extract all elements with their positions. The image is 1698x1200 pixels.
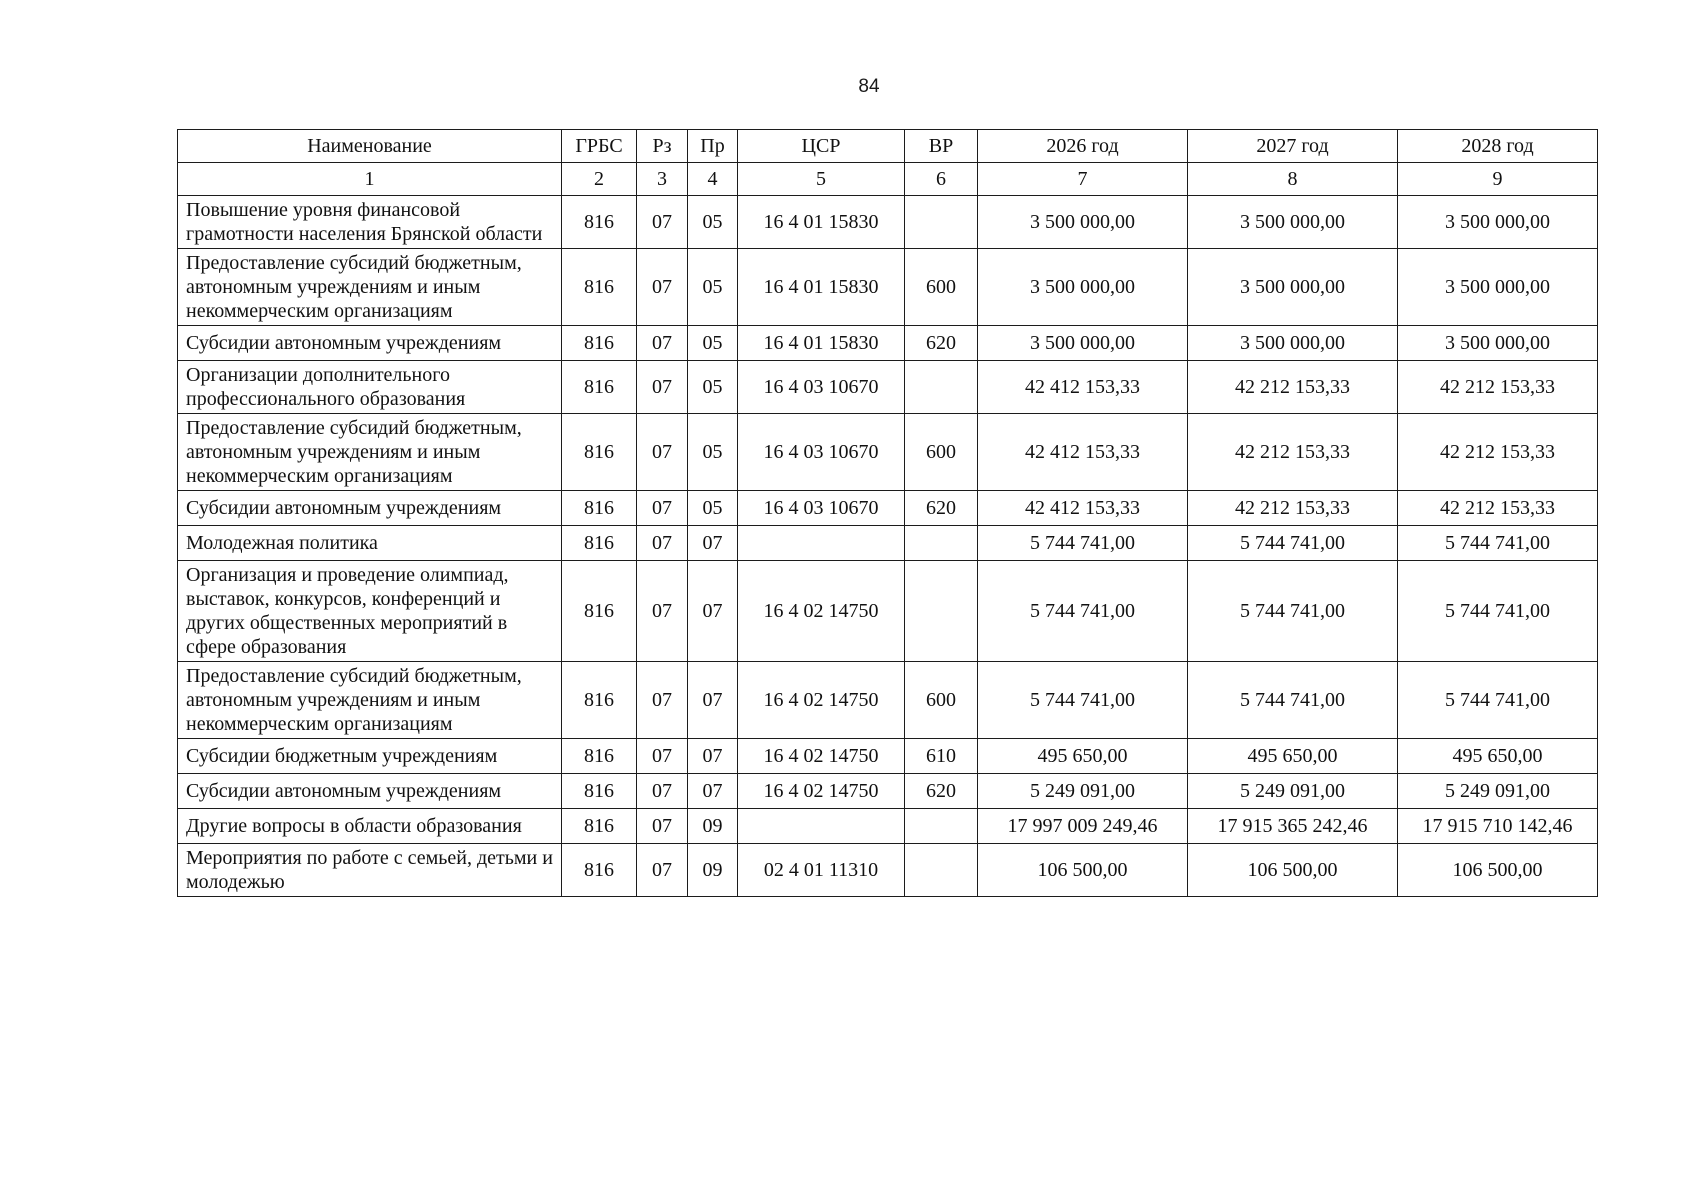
row-csr-cell: 16 4 03 10670 [738, 491, 905, 526]
row-2026-amount: 3 500 000,00 [978, 196, 1188, 249]
row-2026-amount: 495 650,00 [978, 739, 1188, 774]
row-csr-cell: 16 4 02 14750 [738, 561, 905, 662]
row-pr-cell: 05 [688, 414, 738, 491]
row-rz-cell: 07 [637, 526, 688, 561]
column-number: 3 [637, 163, 688, 196]
row-csr-cell [738, 526, 905, 561]
table-body [178, 196, 1598, 897]
table-row [178, 844, 1598, 897]
row-2027-amount: 5 249 091,00 [1188, 774, 1398, 809]
row-name-cell: Предоставление субсидий бюджетным, автономным учреждениям и иным некоммерческим организациям [178, 249, 562, 326]
row-grbs-cell: 816 [562, 844, 637, 897]
row-name-cell: Другие вопросы в области образования [178, 809, 562, 844]
row-2028-amount: 42 212 153,33 [1398, 361, 1598, 414]
row-2028-amount: 5 249 091,00 [1398, 774, 1598, 809]
row-vr-cell: 600 [905, 662, 978, 739]
row-2026-amount: 42 412 153,33 [978, 414, 1188, 491]
row-grbs-cell: 816 [562, 561, 637, 662]
row-grbs-cell: 816 [562, 809, 637, 844]
column-number: 6 [905, 163, 978, 196]
row-grbs-cell: 816 [562, 526, 637, 561]
row-2027-amount: 5 744 741,00 [1188, 662, 1398, 739]
row-pr-cell: 07 [688, 561, 738, 662]
row-pr-cell: 05 [688, 361, 738, 414]
row-vr-cell [905, 526, 978, 561]
row-2028-amount: 5 744 741,00 [1398, 561, 1598, 662]
row-name-cell: Организация и проведение олимпиад, выставок, конкурсов, конференций и других общественных мероприятий в сфере образования [178, 561, 562, 662]
row-name-cell: Повышение уровня финансовой грамотности населения Брянской области [178, 196, 562, 249]
table-row [178, 662, 1598, 739]
row-csr-cell: 16 4 01 15830 [738, 249, 905, 326]
table-row [178, 739, 1598, 774]
row-grbs-cell: 816 [562, 414, 637, 491]
row-2026-amount: 42 412 153,33 [978, 361, 1188, 414]
row-name-cell: Мероприятия по работе с семьей, детьми и молодежью [178, 844, 562, 897]
row-pr-cell: 07 [688, 662, 738, 739]
row-name-cell: Молодежная политика [178, 526, 562, 561]
row-rz-cell: 07 [637, 774, 688, 809]
row-2026-amount: 3 500 000,00 [978, 326, 1188, 361]
header-name: Наименование [178, 130, 562, 163]
row-vr-cell: 610 [905, 739, 978, 774]
row-name-cell: Субсидии автономным учреждениям [178, 774, 562, 809]
row-pr-cell: 05 [688, 491, 738, 526]
row-rz-cell: 07 [637, 491, 688, 526]
row-2028-amount: 3 500 000,00 [1398, 249, 1598, 326]
column-number: 8 [1188, 163, 1398, 196]
table-row [178, 561, 1598, 662]
row-rz-cell: 07 [637, 326, 688, 361]
row-2026-amount: 3 500 000,00 [978, 249, 1188, 326]
table-row [178, 326, 1598, 361]
row-grbs-cell: 816 [562, 361, 637, 414]
row-csr-cell: 02 4 01 11310 [738, 844, 905, 897]
row-pr-cell: 05 [688, 249, 738, 326]
table-row [178, 774, 1598, 809]
header-2026: 2026 год [978, 130, 1188, 163]
row-vr-cell: 620 [905, 491, 978, 526]
column-number: 5 [738, 163, 905, 196]
row-csr-cell: 16 4 02 14750 [738, 739, 905, 774]
row-vr-cell [905, 561, 978, 662]
row-2027-amount: 42 212 153,33 [1188, 414, 1398, 491]
row-name-cell: Организации дополнительного профессионального образования [178, 361, 562, 414]
column-number-row [178, 163, 1598, 196]
row-rz-cell: 07 [637, 561, 688, 662]
row-csr-cell: 16 4 01 15830 [738, 196, 905, 249]
row-csr-cell: 16 4 02 14750 [738, 662, 905, 739]
row-2027-amount: 42 212 153,33 [1188, 491, 1398, 526]
row-vr-cell [905, 196, 978, 249]
row-2028-amount: 42 212 153,33 [1398, 491, 1598, 526]
row-pr-cell: 07 [688, 526, 738, 561]
row-grbs-cell: 816 [562, 739, 637, 774]
row-grbs-cell: 816 [562, 196, 637, 249]
row-2028-amount: 3 500 000,00 [1398, 196, 1598, 249]
row-2028-amount: 3 500 000,00 [1398, 326, 1598, 361]
row-2028-amount: 495 650,00 [1398, 739, 1598, 774]
row-2028-amount: 17 915 710 142,46 [1398, 809, 1598, 844]
row-rz-cell: 07 [637, 809, 688, 844]
table-row [178, 196, 1598, 249]
table-row [178, 249, 1598, 326]
row-2028-amount: 5 744 741,00 [1398, 526, 1598, 561]
row-vr-cell [905, 809, 978, 844]
row-rz-cell: 07 [637, 361, 688, 414]
row-csr-cell: 16 4 01 15830 [738, 326, 905, 361]
row-name-cell: Предоставление субсидий бюджетным, автономным учреждениям и иным некоммерческим организациям [178, 414, 562, 491]
header-csr: ЦСР [738, 130, 905, 163]
row-vr-cell [905, 844, 978, 897]
row-2027-amount: 3 500 000,00 [1188, 196, 1398, 249]
row-vr-cell: 620 [905, 774, 978, 809]
row-2028-amount: 5 744 741,00 [1398, 662, 1598, 739]
table-row [178, 361, 1598, 414]
row-2027-amount: 17 915 365 242,46 [1188, 809, 1398, 844]
row-csr-cell: 16 4 03 10670 [738, 361, 905, 414]
row-rz-cell: 07 [637, 739, 688, 774]
row-vr-cell: 600 [905, 414, 978, 491]
page-number: 84 [858, 76, 880, 97]
row-pr-cell: 09 [688, 809, 738, 844]
row-2026-amount: 5 744 741,00 [978, 662, 1188, 739]
header-vr: ВР [905, 130, 978, 163]
row-2026-amount: 42 412 153,33 [978, 491, 1188, 526]
row-2027-amount: 5 744 741,00 [1188, 526, 1398, 561]
header-2028: 2028 год [1398, 130, 1598, 163]
row-pr-cell: 07 [688, 739, 738, 774]
column-number: 2 [562, 163, 637, 196]
row-grbs-cell: 816 [562, 774, 637, 809]
column-number: 4 [688, 163, 738, 196]
row-2028-amount: 42 212 153,33 [1398, 414, 1598, 491]
row-grbs-cell: 816 [562, 662, 637, 739]
header-pr: Пр [688, 130, 738, 163]
column-number: 9 [1398, 163, 1598, 196]
row-pr-cell: 07 [688, 774, 738, 809]
row-2027-amount: 3 500 000,00 [1188, 326, 1398, 361]
table-row [178, 414, 1598, 491]
row-2026-amount: 5 744 741,00 [978, 561, 1188, 662]
row-vr-cell: 600 [905, 249, 978, 326]
row-2027-amount: 5 744 741,00 [1188, 561, 1398, 662]
header-rz: Рз [637, 130, 688, 163]
table-row [178, 809, 1598, 844]
row-vr-cell: 620 [905, 326, 978, 361]
header-row [178, 130, 1598, 163]
row-vr-cell [905, 361, 978, 414]
row-2027-amount: 106 500,00 [1188, 844, 1398, 897]
row-2026-amount: 17 997 009 249,46 [978, 809, 1188, 844]
row-rz-cell: 07 [637, 662, 688, 739]
table-row [178, 526, 1598, 561]
row-grbs-cell: 816 [562, 491, 637, 526]
row-rz-cell: 07 [637, 249, 688, 326]
row-pr-cell: 05 [688, 326, 738, 361]
row-name-cell: Субсидии бюджетным учреждениям [178, 739, 562, 774]
row-name-cell: Субсидии автономным учреждениям [178, 326, 562, 361]
row-rz-cell: 07 [637, 414, 688, 491]
row-2028-amount: 106 500,00 [1398, 844, 1598, 897]
row-name-cell: Субсидии автономным учреждениям [178, 491, 562, 526]
row-2027-amount: 495 650,00 [1188, 739, 1398, 774]
table-row [178, 491, 1598, 526]
row-grbs-cell: 816 [562, 326, 637, 361]
row-2027-amount: 3 500 000,00 [1188, 249, 1398, 326]
budget-table [177, 129, 1598, 897]
row-pr-cell: 09 [688, 844, 738, 897]
row-name-cell: Предоставление субсидий бюджетным, автономным учреждениям и иным некоммерческим организациям [178, 662, 562, 739]
row-rz-cell: 07 [637, 196, 688, 249]
row-rz-cell: 07 [637, 844, 688, 897]
row-pr-cell: 05 [688, 196, 738, 249]
column-number: 1 [178, 163, 562, 196]
row-2026-amount: 106 500,00 [978, 844, 1188, 897]
header-2027: 2027 год [1188, 130, 1398, 163]
column-number: 7 [978, 163, 1188, 196]
row-csr-cell: 16 4 02 14750 [738, 774, 905, 809]
row-csr-cell: 16 4 03 10670 [738, 414, 905, 491]
header-grbs: ГРБС [562, 130, 637, 163]
row-2026-amount: 5 744 741,00 [978, 526, 1188, 561]
row-2027-amount: 42 212 153,33 [1188, 361, 1398, 414]
row-csr-cell [738, 809, 905, 844]
row-grbs-cell: 816 [562, 249, 637, 326]
row-2026-amount: 5 249 091,00 [978, 774, 1188, 809]
